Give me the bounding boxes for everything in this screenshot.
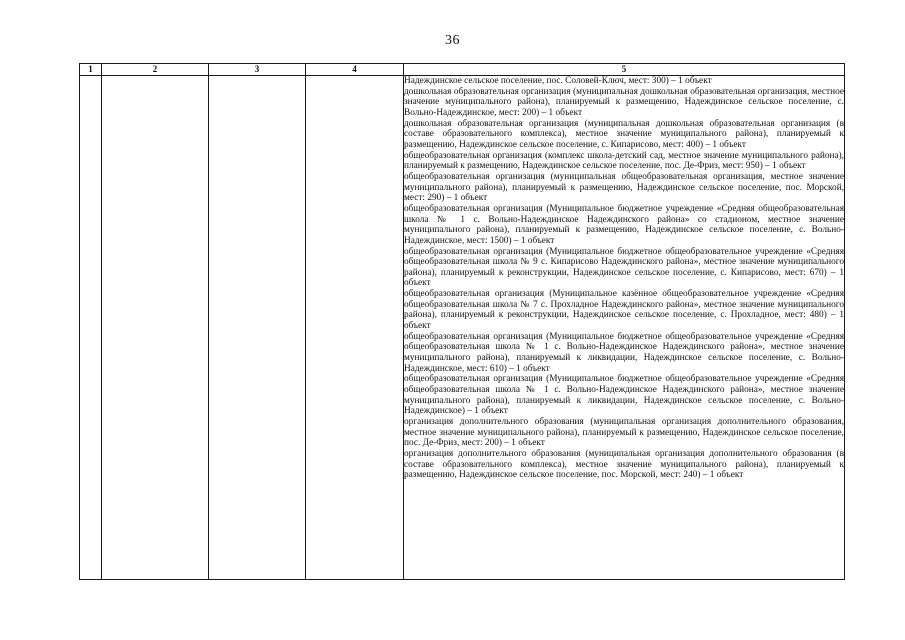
column-header-5: 5 [404, 64, 845, 76]
entry-text: общеобразовательная организация (Муниципальное бюджетное общеобразовательное учреждение «Средняя общеобразовательная школа № 1 с. Вольно-Надеждинское Надеждинского района», местное значение муниципального района), планируемый к ликвидации, Надеждинское сельское поселение, с. Вольно-Надеждинское) – 1 объект [404, 374, 844, 417]
column-header-3: 3 [209, 64, 306, 76]
column-1-cell [80, 76, 102, 580]
entry-text: дошкольная образовательная организация (муниципальная дошкольная образовательная организация, местное значение муниципального района), планируемый к размещению, Надеждинское сельское поселение, с. Вольно-Надеждинское, мест: 200) – 1 объект [404, 86, 844, 118]
entry-text: общеобразовательная организация (Муниципальное бюджетное общеобразовательное учреждение «Средняя общеобразовательная школа № 1 с. Вольно-Надеждинское Надеждинского района», местное значение муниципального района), планируемый к ликвидации, Надеждинское сельское поселение, с. Вольно-Надеждинское, мест: 610) – 1 объект [404, 331, 844, 374]
entry-text: общеобразовательная организация (муниципальная общеобразовательная организация, местное значение муниципального района), планируемый к размещению, Надеждинское сельское поселение, пос. Морской, мест: 290) – 1 объект [404, 171, 844, 204]
column-5-cell [404, 76, 845, 580]
column-header-2: 2 [102, 64, 209, 76]
entry-text: Надеждинское сельское поселение, пос. Соловей-Ключ, мест: 300) – 1 объект [404, 76, 712, 86]
column-header-1: 1 [80, 64, 102, 76]
entry-text: общеобразовательная организация (комплекс школа-детский сад, местное значение муниципального района), планируемый к размещению, Надеждинское сельское поселение, пос. Де-Фриз, мест: 950) – 1 объект [404, 150, 844, 172]
column-3-cell [209, 76, 306, 580]
column-2-cell [102, 76, 209, 580]
entry-text: дошкольная образовательная организация (муниципальная дошкольная образовательная организация (в составе образовательного комплекса), местное значение муниципального района), планируемый к размещению, Надеждинское сельское поселение, с. Кипарисово, мест: 400) – 1 объект [404, 118, 844, 150]
column-header-4: 4 [306, 64, 404, 76]
entry-text: организация дополнительного образования (муниципальная организация дополнительного образования (в составе образовательного комплекса), местное значение муниципального района), планируемый к размещению, Надеждинское сельское поселение, пос. Морской, мест: 240) – 1 объект [404, 448, 844, 481]
entry-text: общеобразовательная организация (Муниципальное бюджетное учреждение «Средняя общеобразовательная школа № 1 с. Вольно-Надеждинское Надеждинского района» со стадионом, местное значение муниципального района), планируемый к размещению, Надеждинское сельское поселение, с. Вольно-Надеждинское, мест: 1500) – 1 объект [404, 203, 844, 246]
column-4-cell [306, 76, 404, 580]
entry-text: общеобразовательная организация (Муниципальное бюджетное общеобразовательное учреждение «Средняя общеобразовательная школа № 9 с. Кипарисово Надеждинского района», местное значение муниципального района), планируемый к реконструкции, Надеждинское сельское поселение, с. Кипарисово, мест: 670) – 1 объект [404, 246, 844, 289]
entry-text: организация дополнительного образования (муниципальная организация дополнительного образования, местное значение муниципального района), планируемый к размещению, Надеждинское сельское поселение, пос. Де-Фриз, мест: 200) – 1 объект [404, 417, 844, 449]
page-number: 36 [445, 33, 460, 48]
table-header-row [80, 64, 845, 76]
document-table [79, 63, 845, 580]
table-row [80, 76, 845, 580]
entry-text: общеобразовательная организация (Муниципальное казённое общеобразовательное учреждение «Средняя общеобразовательная школа № 7 с. Прохладное Надеждинского района», местное значение муниципального района), планируемый к реконструкции, Надеждинское сельское поселение, с. Прохладное, мест: 480) – 1 объект [404, 289, 844, 332]
